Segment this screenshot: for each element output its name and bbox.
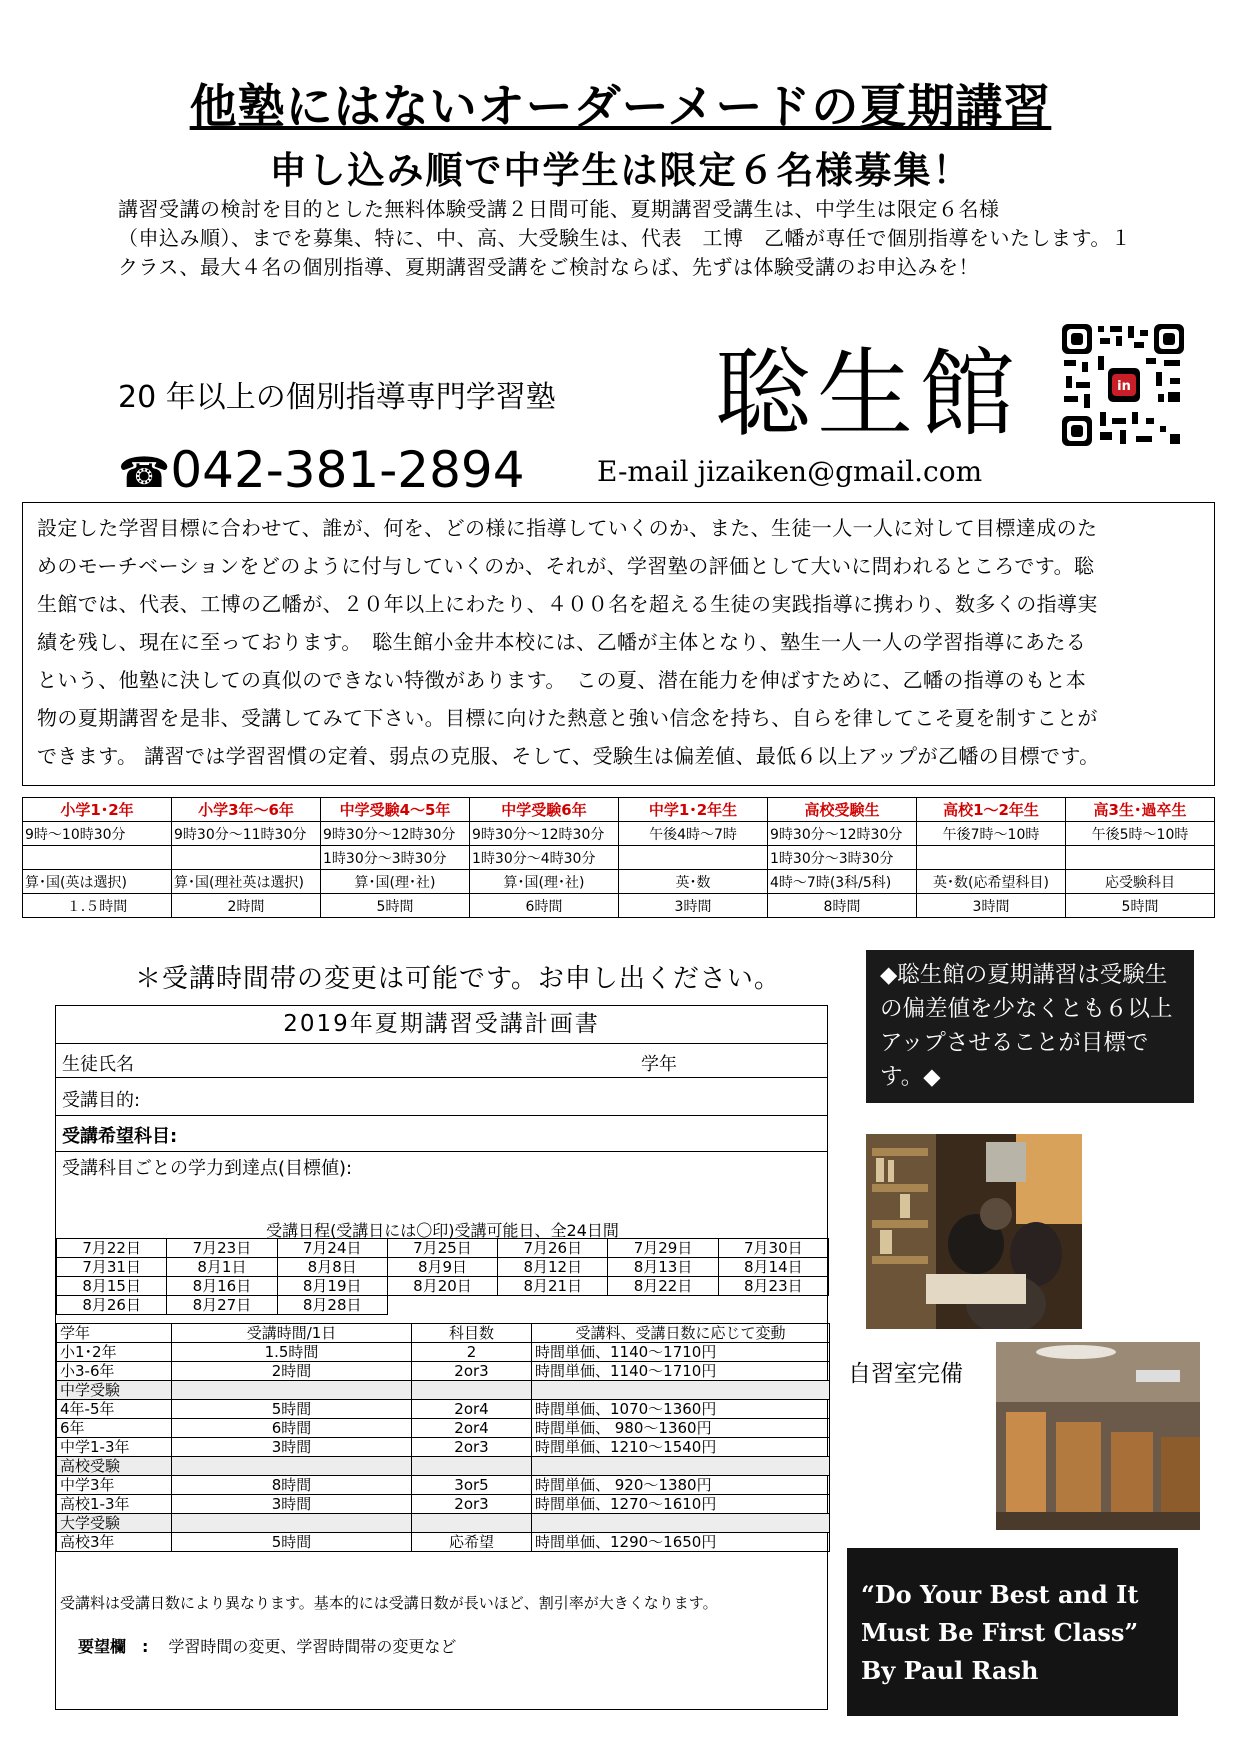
schedule-cell: 9時30分～12時30分	[768, 822, 917, 846]
form-title: 2019年夏期講習受講計画書	[56, 1006, 827, 1044]
schedule-cell	[619, 846, 768, 870]
schedule-row	[23, 870, 1215, 894]
schedule-cell: 1時30分～4時30分	[470, 846, 619, 870]
schedule-cell: 1時30分～3時30分	[768, 846, 917, 870]
schedule-cell: 2時間	[172, 894, 321, 918]
schedule-cell: 1時30分～3時30分	[321, 846, 470, 870]
day-cell[interactable]: 8月22日	[608, 1277, 718, 1296]
day-cell[interactable]: 8月28日	[277, 1296, 387, 1315]
day-cell[interactable]: 7月30日	[718, 1239, 828, 1258]
target-label: 受講科目ごとの学力到達点(目標値):	[62, 1158, 353, 1179]
intro-line: クラス、最大４名の個別指導、夏期講習受講をご検討ならば、先ずは体験受講のお申込みを！	[118, 255, 979, 279]
fee-row	[57, 1400, 830, 1419]
fee-subjects: 2or3	[412, 1438, 532, 1457]
schedule-cell: 9時～10時30分	[23, 822, 172, 846]
day-cell[interactable]: 8月26日	[57, 1296, 167, 1315]
fee-grade: 高校1-3年	[57, 1495, 172, 1514]
schedule-cell: 9時30分～11時30分	[172, 822, 321, 846]
day-cell[interactable]: 7月31日	[57, 1258, 167, 1277]
email-address[interactable]: E-mail jizaiken@gmail.com	[597, 455, 983, 488]
fee-header-row	[57, 1324, 830, 1343]
day-cell[interactable]: 8月15日	[57, 1277, 167, 1296]
day-cell[interactable]: 8月21日	[498, 1277, 608, 1296]
schedule-cell: 6時間	[470, 894, 619, 918]
subjects-row[interactable]	[56, 1116, 827, 1152]
fee-grade: 小3-6年	[57, 1362, 172, 1381]
fee-price: 時間単価、1270～1610円	[532, 1495, 830, 1514]
day-cell[interactable]: 7月26日	[498, 1239, 608, 1258]
fee-group: 大学受験	[57, 1514, 172, 1533]
schedule-cell: 算･国(理社英は選択)	[172, 870, 321, 894]
day-cell[interactable]: 8月1日	[167, 1258, 277, 1277]
schedule-header: 小学1･2年	[23, 798, 172, 822]
fee-empty	[172, 1381, 412, 1400]
fee-group-row	[57, 1381, 830, 1400]
days-table	[56, 1238, 829, 1315]
schedule-cell: 英･数(応希望科目)	[917, 870, 1066, 894]
day-cell[interactable]: 7月25日	[387, 1239, 497, 1258]
name-label: 生徒氏名	[62, 1054, 134, 1075]
fee-price: 時間単価、 920～1380円	[532, 1476, 830, 1495]
page-subtitle: 申し込み順で中学生は限定６名様募集！	[269, 149, 972, 192]
schedule-cell: 英･数	[619, 870, 768, 894]
day-cell	[387, 1296, 497, 1315]
fee-price: 時間単価、1290～1650円	[532, 1533, 830, 1552]
day-cell[interactable]: 8月13日	[608, 1258, 718, 1277]
phone-text: 042-381-2894	[170, 441, 525, 499]
fee-row	[57, 1343, 830, 1362]
fee-row	[57, 1419, 830, 1438]
description-box	[22, 502, 1215, 786]
day-cell[interactable]: 8月20日	[387, 1277, 497, 1296]
fee-group: 中学受験	[57, 1381, 172, 1400]
fee-empty	[412, 1514, 532, 1533]
schedule-cell: 4時～7時(3科/5科)	[768, 870, 917, 894]
fee-hours: 2時間	[172, 1362, 412, 1381]
fee-group: 高校受験	[57, 1457, 172, 1476]
fee-hours: 6時間	[172, 1419, 412, 1438]
fee-empty	[172, 1457, 412, 1476]
day-cell[interactable]: 8月14日	[718, 1258, 828, 1277]
schedule-cell: 午後7時～10時	[917, 822, 1066, 846]
fee-empty	[412, 1381, 532, 1400]
fee-hours: 1.5時間	[172, 1343, 412, 1362]
classroom-photo	[866, 1134, 1082, 1329]
intro-text	[118, 195, 1198, 282]
fee-hours: 5時間	[172, 1533, 412, 1552]
description-line: できます。 講習では学習習慣の定着、弱点の克服、そして、受験生は偏差値、最低６以上アップが乙幡の目標です。	[37, 744, 1100, 768]
day-cell[interactable]: 7月23日	[167, 1239, 277, 1258]
fee-price: 時間単価、1210～1540円	[532, 1438, 830, 1457]
fee-row	[57, 1362, 830, 1381]
schedule-cell: 午後5時～10時	[1066, 822, 1215, 846]
quote-author: By Paul Rash	[861, 1656, 1039, 1685]
day-cell	[608, 1296, 718, 1315]
fee-subjects: 2or4	[412, 1419, 532, 1438]
promo-box: ◆聡生館の夏期講習は受験生の偏差値を少なくとも６以上アップさせることが目標です。◆	[866, 950, 1194, 1103]
description-line: 績を残し、現在に至っております。 聡生館小金井本校には、乙幡が主体となり、塾生一人一人の学習指導にあたる	[37, 630, 1087, 654]
target-row[interactable]	[56, 1152, 827, 1218]
intro-line: 講習受講の検討を目的とした無料体験受講２日間可能、夏期講習受講生は、中学生は限定６名様	[118, 197, 1000, 221]
fee-grade: 小1･2年	[57, 1343, 172, 1362]
fee-subjects: 3or5	[412, 1476, 532, 1495]
day-cell	[718, 1296, 828, 1315]
fee-empty	[532, 1457, 830, 1476]
fee-subjects: 2	[412, 1343, 532, 1362]
fee-row	[57, 1476, 830, 1495]
quote-line: “Do Your Best and It	[861, 1580, 1139, 1609]
fee-row	[57, 1438, 830, 1457]
description-line: めのモーチベーションをどのように付与していくのか、それが、学習塾の評価として大いに問われるところです。聡	[37, 554, 1095, 578]
fee-subjects: 2or3	[412, 1362, 532, 1381]
fee-price: 時間単価、1140～1710円	[532, 1362, 830, 1381]
schedule-cell	[917, 846, 1066, 870]
fee-price: 時間単価、1070～1360円	[532, 1400, 830, 1419]
description-line: 生館では、代表、工博の乙幡が、２０年以上にわたり、４００名を超える生徒の実践指導に携わり、数多くの指導実	[37, 592, 1098, 616]
schedule-header: 高校受験生	[768, 798, 917, 822]
fee-empty	[412, 1457, 532, 1476]
grade-label: 学年	[641, 1054, 677, 1075]
purpose-row[interactable]	[56, 1078, 827, 1116]
fee-grade: 4年-5年	[57, 1400, 172, 1419]
schedule-cell: 5時間	[321, 894, 470, 918]
fee-row	[57, 1533, 830, 1552]
schedule-header: 小学3年～6年	[172, 798, 321, 822]
wish-label: 要望欄 :	[78, 1637, 149, 1656]
schedule-cell: 応受験科目	[1066, 870, 1215, 894]
day-cell[interactable]: 8月12日	[498, 1258, 608, 1277]
fee-remarks: 受講料は受講日数により異なります。基本的には受講日数が長いほど、割引率が大きくなります。	[60, 1594, 718, 1612]
fee-price: 時間単価、 980～1360円	[532, 1419, 830, 1438]
schedule-cell: 8時間	[768, 894, 917, 918]
quote-line: Must Be First Class”	[861, 1618, 1139, 1647]
days-row	[57, 1277, 829, 1296]
fee-empty	[172, 1514, 412, 1533]
fee-header: 受講料、受講日数に応じて変動	[532, 1324, 830, 1343]
school-tagline: 20 年以上の個別指導専門学習塾	[118, 380, 556, 415]
schedule-cell: 9時30分～12時30分	[470, 822, 619, 846]
schedule-header: 中学受験4～5年	[321, 798, 470, 822]
wish-text: 学習時間の変更、学習時間帯の変更など	[168, 1637, 457, 1656]
schedule-cell: １.５時間	[23, 894, 172, 918]
schedule-cell	[1066, 846, 1215, 870]
page-title: 他塾にはないオーダーメードの夏期講習	[189, 80, 1052, 135]
day-cell[interactable]: 7月29日	[608, 1239, 718, 1258]
fee-grade: 中学3年	[57, 1476, 172, 1495]
schedule-cell	[23, 846, 172, 870]
schedule-header-row	[23, 798, 1215, 822]
phone-icon: ☎	[118, 448, 171, 497]
day-cell[interactable]: 8月8日	[277, 1258, 387, 1277]
subjects-label: 受講希望科目:	[62, 1126, 178, 1147]
description-line: 設定した学習目標に合わせて、誰が、何を、どの様に指導していくのか、また、生徒一人一人に対して目標達成のた	[37, 516, 1098, 540]
day-cell[interactable]: 7月24日	[277, 1239, 387, 1258]
day-cell[interactable]: 8月19日	[277, 1277, 387, 1296]
day-cell[interactable]: 8月23日	[718, 1277, 828, 1296]
wish-row[interactable]	[56, 1634, 456, 1657]
schedule-cell: 算･国(理･社)	[470, 870, 619, 894]
fee-subjects: 2or4	[412, 1400, 532, 1419]
fee-header: 科目数	[412, 1324, 532, 1343]
application-form	[55, 1005, 828, 1710]
fee-grade: 高校3年	[57, 1533, 172, 1552]
schedule-cell: 3時間	[917, 894, 1066, 918]
fee-hours: 3時間	[172, 1438, 412, 1457]
fee-subjects: 2or3	[412, 1495, 532, 1514]
schedule-table	[22, 797, 1215, 918]
intro-line: （申込み順）、までを募集、特に、中、高、大受験生は、代表 工博 乙幡が専任で個別指導をいたします。１	[118, 226, 1132, 250]
fee-price: 時間単価、1140～1710円	[532, 1343, 830, 1362]
days-caption: 受講日程(受講日には〇印)受講可能日、全24日間	[266, 1221, 619, 1240]
schedule-row	[23, 894, 1215, 918]
fee-empty	[532, 1514, 830, 1533]
schedule-header: 中学1･2年生	[619, 798, 768, 822]
day-cell[interactable]: 8月27日	[167, 1296, 277, 1315]
name-row[interactable]	[56, 1044, 827, 1078]
description-line: 物の夏期講習を是非、受講してみて下さい。目標に向けた熱意と強い信念を持ち、自らを律してこそ夏を制すことが	[37, 706, 1098, 730]
description-line: という、他塾に決しての真似のできない特徴があります。 この夏、潜在能力を伸ばすために、乙幡の指導のもと本	[37, 668, 1087, 692]
schedule-cell: 算･国(理･社)	[321, 870, 470, 894]
fee-header: 学年	[57, 1324, 172, 1343]
fee-table	[56, 1323, 830, 1552]
fee-group-row	[57, 1514, 830, 1533]
schedule-cell: 9時30分～12時30分	[321, 822, 470, 846]
day-cell	[498, 1296, 608, 1315]
schedule-cell: 算･国(英は選択)	[23, 870, 172, 894]
days-row	[57, 1296, 829, 1315]
fee-row	[57, 1495, 830, 1514]
schedule-header: 高校1～2年生	[917, 798, 1066, 822]
schedule-cell: 5時間	[1066, 894, 1215, 918]
fee-header: 受講時間/1日	[172, 1324, 412, 1343]
fee-empty	[532, 1381, 830, 1400]
fee-grade: 6年	[57, 1419, 172, 1438]
schedule-header: 中学受験6年	[470, 798, 619, 822]
quote-box	[847, 1548, 1178, 1716]
study-room-photo	[996, 1342, 1200, 1530]
schedule-header: 高3生･過卒生	[1066, 798, 1215, 822]
fee-hours: 3時間	[172, 1495, 412, 1514]
schedule-cell: 3時間	[619, 894, 768, 918]
qr-code[interactable]	[1060, 322, 1186, 448]
schedule-cell: 午後4時～7時	[619, 822, 768, 846]
day-cell[interactable]: 8月16日	[167, 1277, 277, 1296]
fee-hours: 8時間	[172, 1476, 412, 1495]
schedule-note: ＊受講時間帯の変更は可能です。お申し出ください。	[135, 964, 781, 994]
fee-grade: 中学1-3年	[57, 1438, 172, 1457]
schedule-row	[23, 822, 1215, 846]
day-cell[interactable]: 7月22日	[57, 1239, 167, 1258]
day-cell[interactable]: 8月9日	[387, 1258, 497, 1277]
schedule-cell	[172, 846, 321, 870]
days-row	[57, 1239, 829, 1258]
schedule-row	[23, 846, 1215, 870]
purpose-label: 受講目的:	[62, 1090, 141, 1111]
self-study-label: 自習室完備	[848, 1361, 963, 1387]
qr-badge-text: in	[1117, 379, 1131, 394]
fee-hours: 5時間	[172, 1400, 412, 1419]
fee-subjects: 応希望	[412, 1533, 532, 1552]
phone-number[interactable]	[118, 441, 525, 499]
school-name: 聡生館	[715, 338, 1021, 450]
fee-group-row	[57, 1457, 830, 1476]
days-row	[57, 1258, 829, 1277]
